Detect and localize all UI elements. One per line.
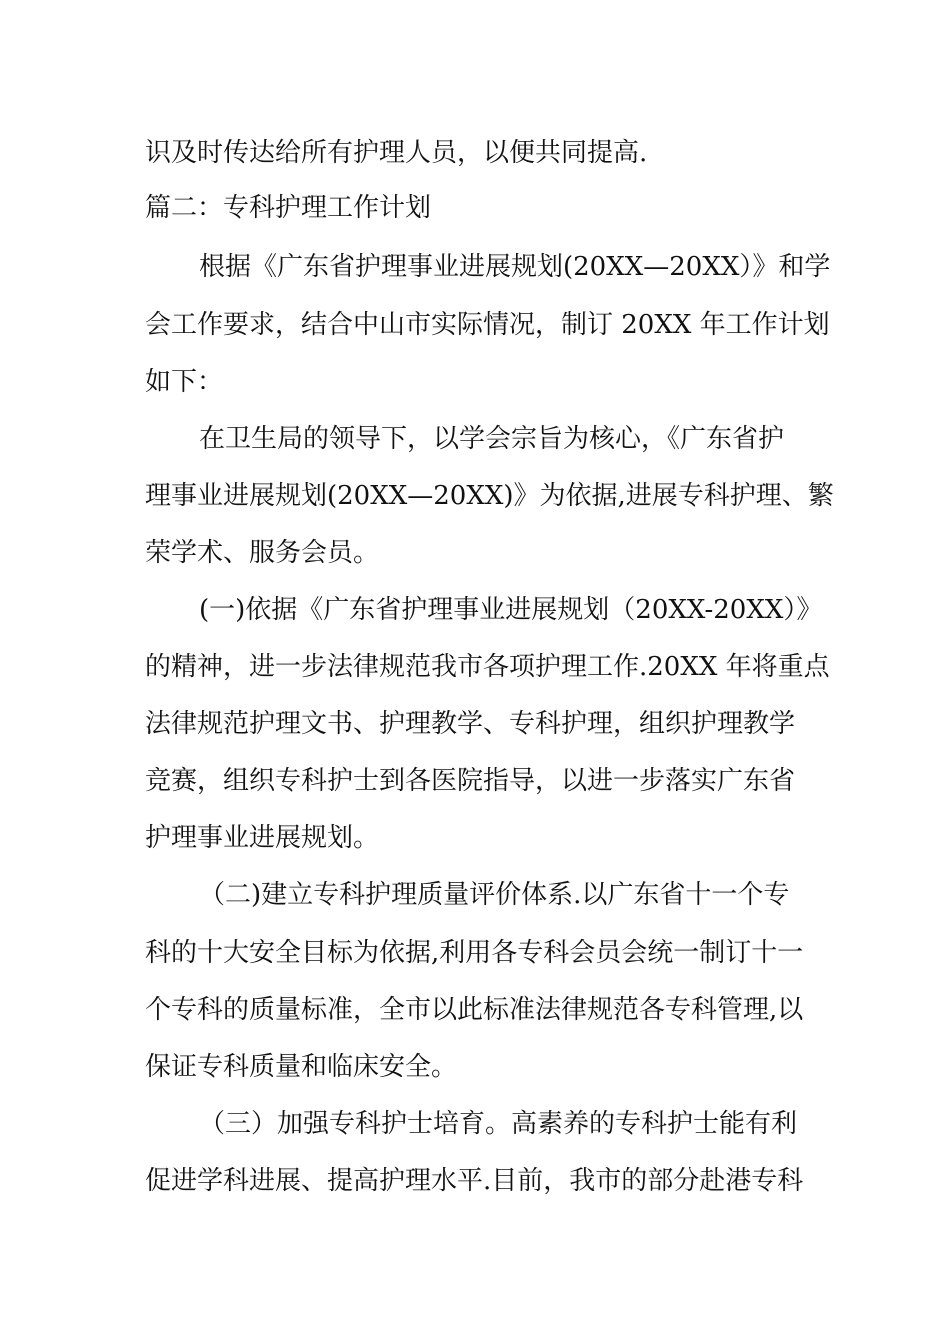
text-line: 保证专科质量和临床安全。 bbox=[145, 1052, 458, 1082]
text-line: 个专科的质量标准，全市以此标准法律规范各专科管理,以 bbox=[145, 995, 804, 1025]
text-line: 护理事业进展规划。 bbox=[145, 823, 380, 853]
text-line: (一)依据《广东省护理事业进展规划（20XX-20XX）》 bbox=[199, 595, 823, 625]
text-line: 促进学科进展、提高护理水平.目前，我市的部分赴港专科 bbox=[145, 1166, 804, 1196]
text-line: 荣学术、服务会员。 bbox=[145, 538, 380, 568]
text-line: （二)建立专科护理质量评价体系.以广东省十一个专 bbox=[199, 880, 790, 910]
section-heading: 篇二：专科护理工作计划 bbox=[145, 193, 432, 223]
text-line: 竞赛，组织专科护士到各医院指导，以进一步落实广东省 bbox=[145, 766, 796, 796]
text-line: 的精神，进一步法律规范我市各项护理工作.20XX 年将重点 bbox=[145, 652, 830, 682]
text-line: 理事业进展规划(20XX—20XX)》为依据,进展专科护理、繁 bbox=[145, 481, 834, 511]
text-line: （三）加强专科护士培育。高素养的专科护士能有利 bbox=[199, 1109, 798, 1139]
text-line: 会工作要求，结合中山市实际情况，制订 20XX 年工作计划 bbox=[145, 310, 830, 340]
text-line: 识及时传达给所有护理人员，以便共同提高. bbox=[145, 138, 648, 168]
text-line: 在卫生局的领导下，以学会宗旨为核心，《广东省护 bbox=[199, 424, 785, 454]
text-line: 根据《广东省护理事业进展规划(20XX—20XX）》和学 bbox=[199, 252, 831, 282]
text-line: 科的十大安全目标为依据,利用各专科会员会统一制订十一 bbox=[145, 938, 804, 968]
text-line: 如下： bbox=[145, 367, 224, 397]
text-line: 法律规范护理文书、护理教学、专科护理，组织护理教学 bbox=[145, 709, 796, 739]
